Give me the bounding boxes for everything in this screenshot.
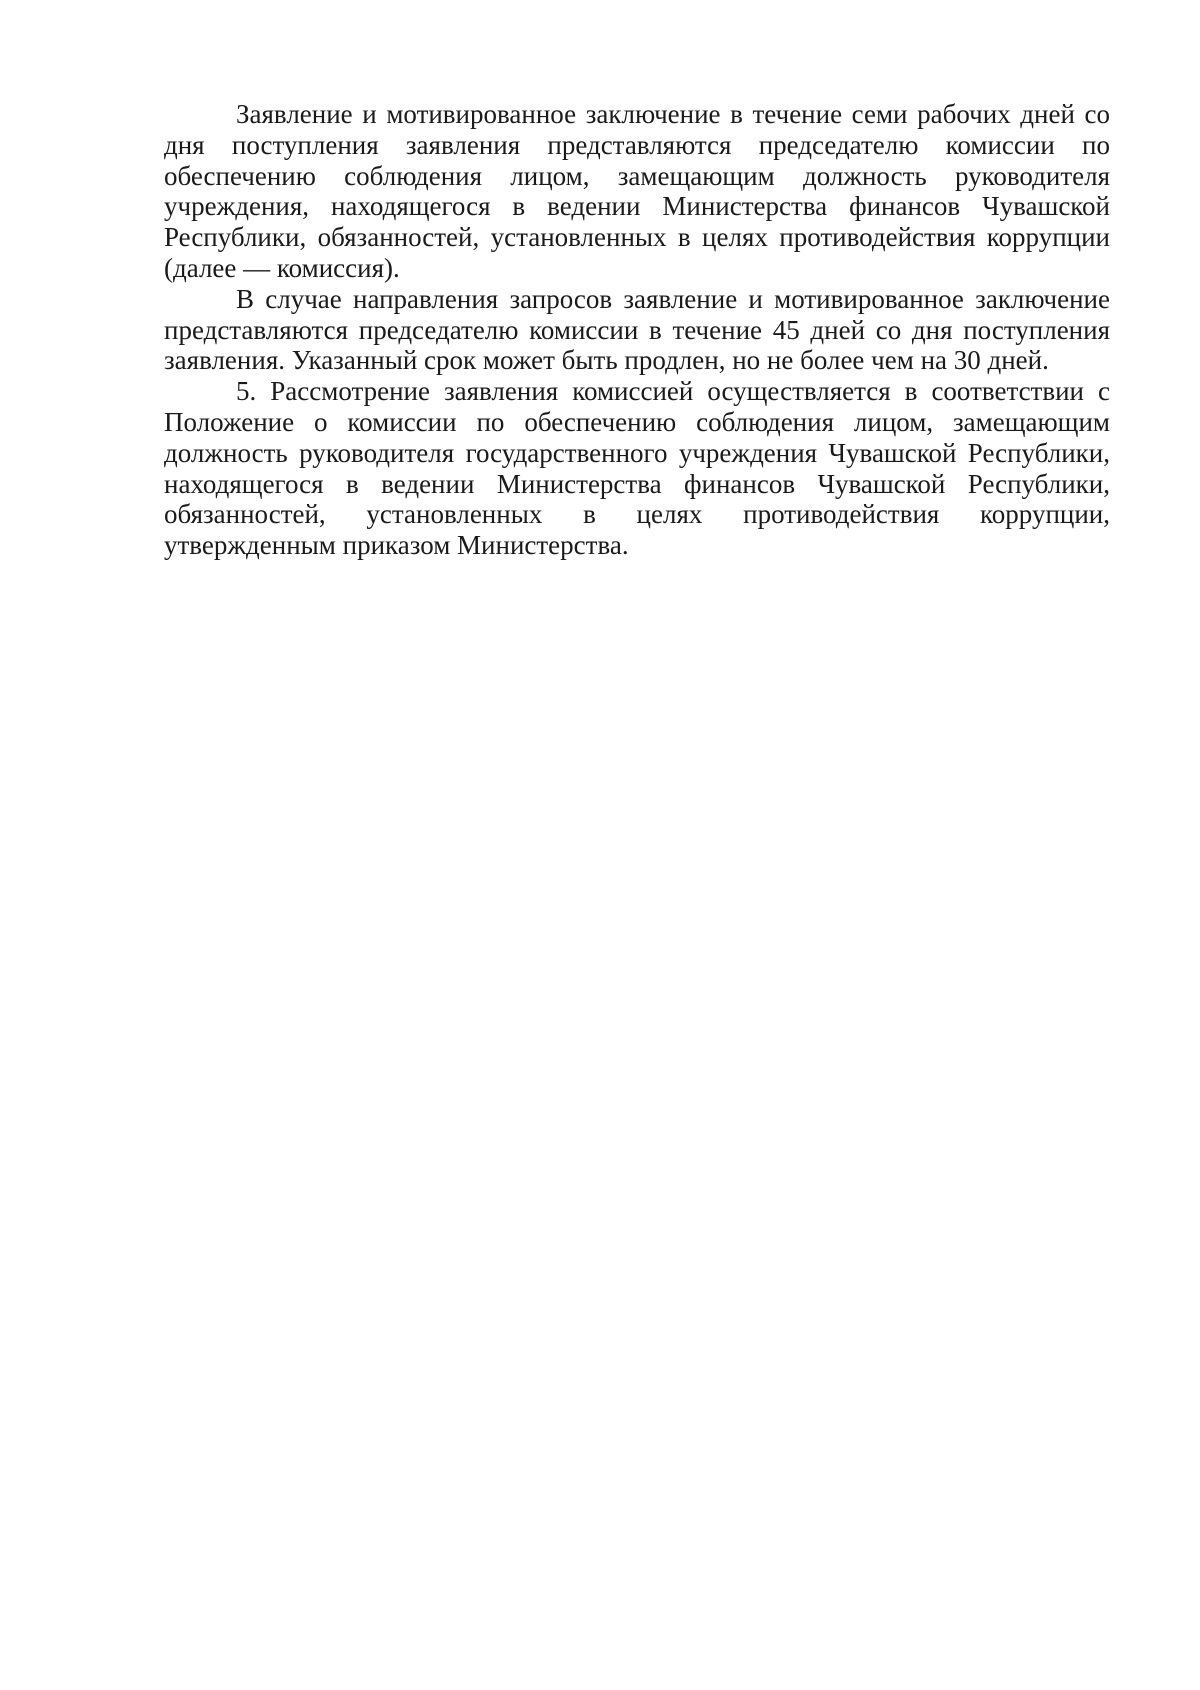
paragraph-requests-deadline: В случае направления запросов заявление и мотивированное заключение представляются председателю комиссии в течение 45 дней со дня поступления заявления. Указанный срок может быть продлен, но не более чем на 30 дней.	[164, 283, 1110, 376]
paragraph-item-5-review: 5. Рассмотрение заявления комиссией осуществляется в соответствии с Положение о комиссии по обеспечению соблюдения лицом, замещающим должность руководителя государственного учреждения Чувашской Республики, находящегося в ведении Министерства финансов Чувашской Республики, обязанностей, установленных в целях противодействия коррупции, утвержденным приказом Министерства.	[164, 376, 1110, 561]
paragraph-statement-submission: Заявление и мотивированное заключение в течение семи рабочих дней со дня поступления заявления представляются председателю комиссии по обеспечению соблюдения лицом, замещающим должность руководителя учреждения, находящегося в ведении Министерства финансов Чувашской Республики, обязанностей, установленных в целях противодействия коррупции (далее — комиссия).	[164, 99, 1110, 283]
document-body	[164, 99, 1110, 561]
